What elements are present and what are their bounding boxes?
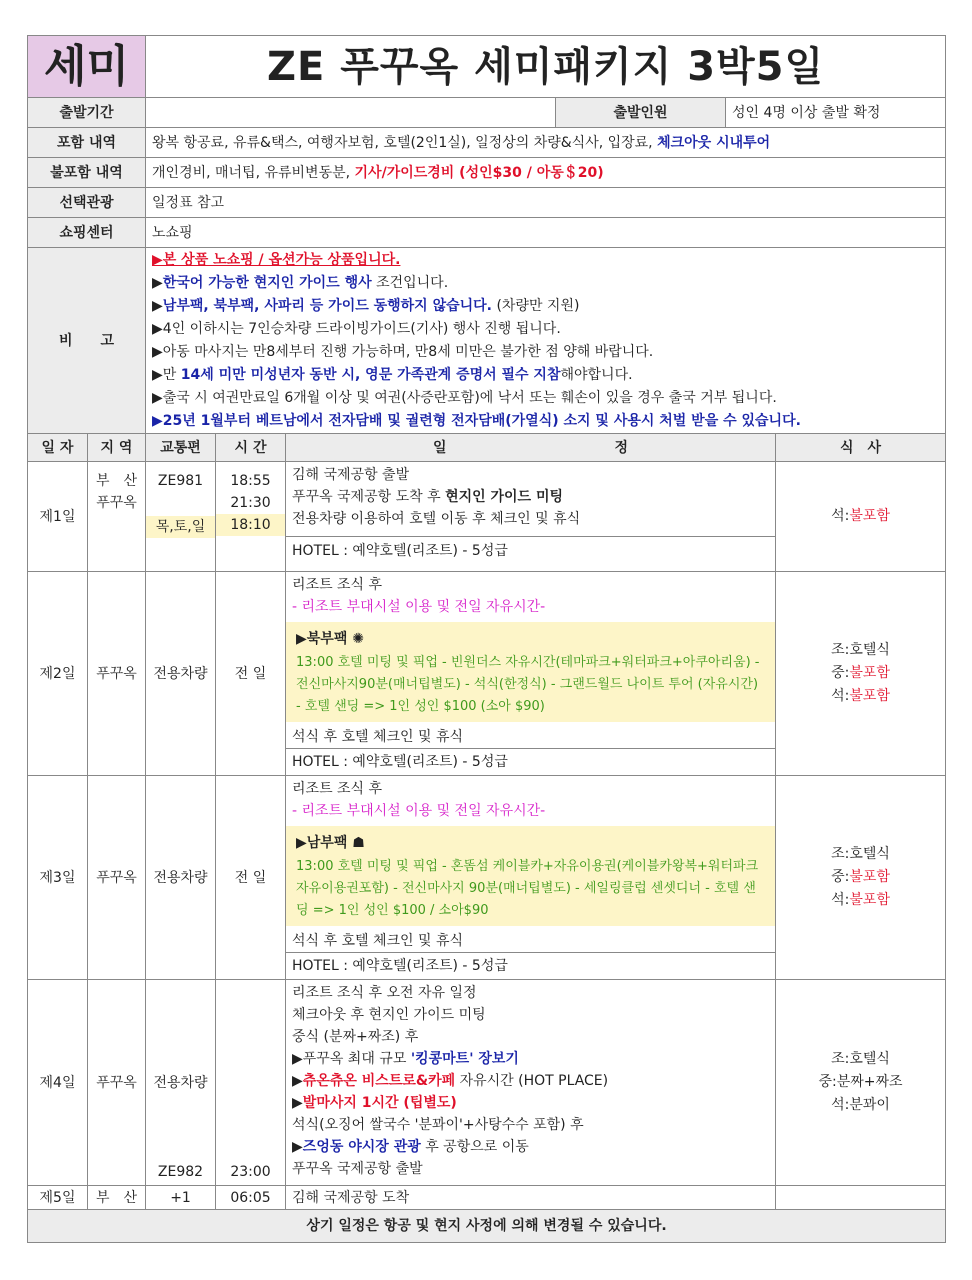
transport-cell: +1: [146, 1186, 216, 1210]
hotel-line: HOTEL : 예약호텔(리조트) - 5성급: [286, 952, 775, 979]
excluded-label: 불포함 내역: [28, 158, 146, 188]
region-cell: 부 산: [88, 1186, 146, 1210]
notes-list: [146, 248, 946, 434]
transport-cell: ZE981 목,토,일: [146, 462, 216, 572]
col-time: 시 간: [216, 434, 286, 462]
time-cell: 06:05: [216, 1186, 286, 1210]
day-cell: 제5일: [28, 1186, 88, 1210]
included-text: 왕복 항공료, 유류&택스, 여행자보험, 호텔(2인1실), 일정상의 차량&식사, 입장료,: [152, 134, 653, 151]
meal-cell: 조:호텔식 중:분짜+짜조 석:분꽈이: [776, 980, 946, 1186]
hotel-line: HOTEL : 예약호텔(리조트) - 5성급: [286, 748, 775, 775]
schedule-cell: 리조트 조식 후 - 리조트 부대시설 이용 및 전일 자유시간- ▶북부팩 ✺ 13:00 호텔 미팅 및 픽업 - 빈원더스 자유시간(테마파크+워터파크+아쿠아리움) - 전신마사지90분(매너팁별도) - 석식(한정식) - 그랜드월드 나이트 투어 (자유시간) - 호텔 샌딩 => 1인 성인 $100 (소아 $90) 석식 후 호텔 체크인 및 휴식 HOTEL : 예약호텔(리조트) - 5성급: [286, 572, 776, 776]
schedule-cell: 리조트 조식 후 오전 자유 일정 체크아웃 후 현지인 가이드 미팅 중식 (분짜+짜조) 후 ▶푸꾸옥 최대 규모 '킹콩마트' 장보기 ▶츄온츄온 비스트로&카페 자유시간 (HOT PLACE) ▶발마사지 1시간 (팁별도) 석식(오징어 쌀국수 '분꽈이'+사탕수수 포함) 후 ▶즈엉동 야시장 관광 후 공항으로 이동 푸꾸옥 국제공항 출발: [286, 980, 776, 1186]
meal-cell: 조:호텔식 중:불포함 석:불포함: [776, 572, 946, 776]
table-row: [28, 776, 946, 980]
shopping-value: 노쇼핑: [146, 218, 946, 248]
table-row: [28, 1186, 946, 1210]
region-cell: 부 산 푸꾸옥: [88, 462, 146, 572]
schedule-cell: 김해 국제공항 출발 푸꾸옥 국제공항 도착 후 현지인 가이드 미팅 전용차량 이용하여 호텔 이동 후 체크인 및 휴식 HOTEL : 예약호텔(리조트) - 5성급: [286, 462, 776, 572]
transport-cell: 전용차량: [146, 572, 216, 776]
meal-cell: 조:호텔식 중:불포함 석:불포함: [776, 776, 946, 980]
page-title: ZE 푸꾸옥 세미패키지 3박5일: [146, 36, 946, 98]
depart-period-label: 출발기간: [28, 98, 146, 128]
table-row: [28, 572, 946, 776]
included-value: [146, 128, 946, 158]
transport-cell: 전용차량: [146, 776, 216, 980]
excluded-text: 개인경비, 매너팁, 유류비변동분,: [152, 164, 351, 181]
region-cell: 푸꾸옥: [88, 980, 146, 1186]
included-highlight: 체크아웃 시내투어: [657, 134, 771, 151]
schedule-cell: 김해 국제공항 도착: [286, 1186, 776, 1210]
time-cell: 전 일: [216, 776, 286, 980]
itinerary-table: [27, 35, 946, 1243]
meal-cell: 석:불포함: [776, 462, 946, 572]
col-meal: 식 사: [776, 434, 946, 462]
note-item: ▶출국 시 여권만료일 6개월 이상 및 여권(사증란포함)에 낙서 또는 훼손이 있을 경우 출국 거부 됩니다.: [152, 389, 777, 406]
note-item: ▶4인 이하시는 7인승차량 드라이빙가이드(기사) 행사 진행 됩니다.: [152, 320, 561, 337]
semi-badge: 세미: [28, 36, 146, 98]
table-row: [28, 462, 946, 572]
included-label: 포함 내역: [28, 128, 146, 158]
note-item: ▶만 14세 미만 미성년자 동반 시, 영문 가족관계 증명서 필수 지참해야합니다.: [152, 366, 633, 383]
transport-cell: 전용차량 ZE982: [146, 980, 216, 1186]
col-transport: 교통편: [146, 434, 216, 462]
time-cell: 전 일: [216, 572, 286, 776]
excluded-highlight: 기사/가이드경비 (성인$30 / 아동＄20): [354, 164, 604, 181]
time-cell: 18:55 21:30 18:10: [216, 462, 286, 572]
shopping-label: 쇼핑센터: [28, 218, 146, 248]
day-cell: 제2일: [28, 572, 88, 776]
note-item: ▶아동 마사지는 만8세부터 진행 가능하며, 만8세 미만은 불가한 점 양해 바랍니다.: [152, 343, 654, 360]
day-cell: 제4일: [28, 980, 88, 1186]
col-region: 지 역: [88, 434, 146, 462]
hotel-line: HOTEL : 예약호텔(리조트) - 5성급: [286, 536, 775, 565]
optional-tour-value: 일정표 참고: [146, 188, 946, 218]
time-cell: 23:00: [216, 980, 286, 1186]
depart-period-value: [146, 98, 556, 128]
north-pack-box: ▶북부팩 ✺ 13:00 호텔 미팅 및 픽업 - 빈원더스 자유시간(테마파크+워터파크+아쿠아리움) - 전신마사지90분(매너팁별도) - 석식(한정식) - 그랜드월드 나이트 투어 (자유시간) - 호텔 샌딩 => 1인 성인 $100 (소아 $90): [286, 622, 775, 722]
depart-people-value: 성인 4명 이상 출발 확정: [726, 98, 946, 128]
cablecar-icon: ☗: [352, 835, 365, 851]
note-item: ▶남부팩, 북부팩, 사파리 등 가이드 동행하지 않습니다. (차량만 지원): [152, 297, 580, 314]
optional-tour-label: 선택관광: [28, 188, 146, 218]
note-item: ▶25년 1월부터 베트남에서 전자담배 및 궐련형 전자담배(가열식) 소지 및 사용시 처벌 받을 수 있습니다.: [152, 412, 801, 429]
table-row: [28, 980, 946, 1186]
note-item: ▶한국어 가능한 현지인 가이드 행사 조건입니다.: [152, 274, 449, 291]
south-pack-box: ▶남부팩 ☗ 13:00 호텔 미팅 및 픽업 - 혼똠섬 케이블카+자유이용권(케이블카왕복+워터파크자유이용권포함) - 전신마사지 90분(매너팁별도) - 세일링클럽 센셋디너 - 호텔 샌딩 => 1인 성인 $100 / 소아$90: [286, 826, 775, 926]
note-item: ▶본 상품 노쇼핑 / 옵션가능 상품입니다.: [152, 251, 401, 268]
excluded-value: [146, 158, 946, 188]
region-cell: 푸꾸옥: [88, 776, 146, 980]
crab-icon: ✺: [352, 631, 364, 647]
footer-note: 상기 일정은 항공 및 현지 사정에 의해 변경될 수 있습니다.: [28, 1210, 946, 1243]
schedule-cell: 리조트 조식 후 - 리조트 부대시설 이용 및 전일 자유시간- ▶남부팩 ☗ 13:00 호텔 미팅 및 픽업 - 혼똠섬 케이블카+자유이용권(케이블카왕복+워터파크자유이용권포함) - 전신마사지 90분(매너팁별도) - 세일링클럽 센셋디너 - 호텔 샌딩 => 1인 성인 $100 / 소아$90 석식 후 호텔 체크인 및 휴식 HOTEL : 예약호텔(리조트) - 5성급: [286, 776, 776, 980]
notes-label: 비 고: [28, 248, 146, 434]
day-cell: 제1일: [28, 462, 88, 572]
itinerary-sheet: [27, 35, 945, 1243]
col-schedule: 일 정: [286, 434, 776, 462]
depart-people-label: 출발인원: [556, 98, 726, 128]
meal-cell: [776, 1186, 946, 1210]
day-cell: 제3일: [28, 776, 88, 980]
col-day: 일 자: [28, 434, 88, 462]
region-cell: 푸꾸옥: [88, 572, 146, 776]
